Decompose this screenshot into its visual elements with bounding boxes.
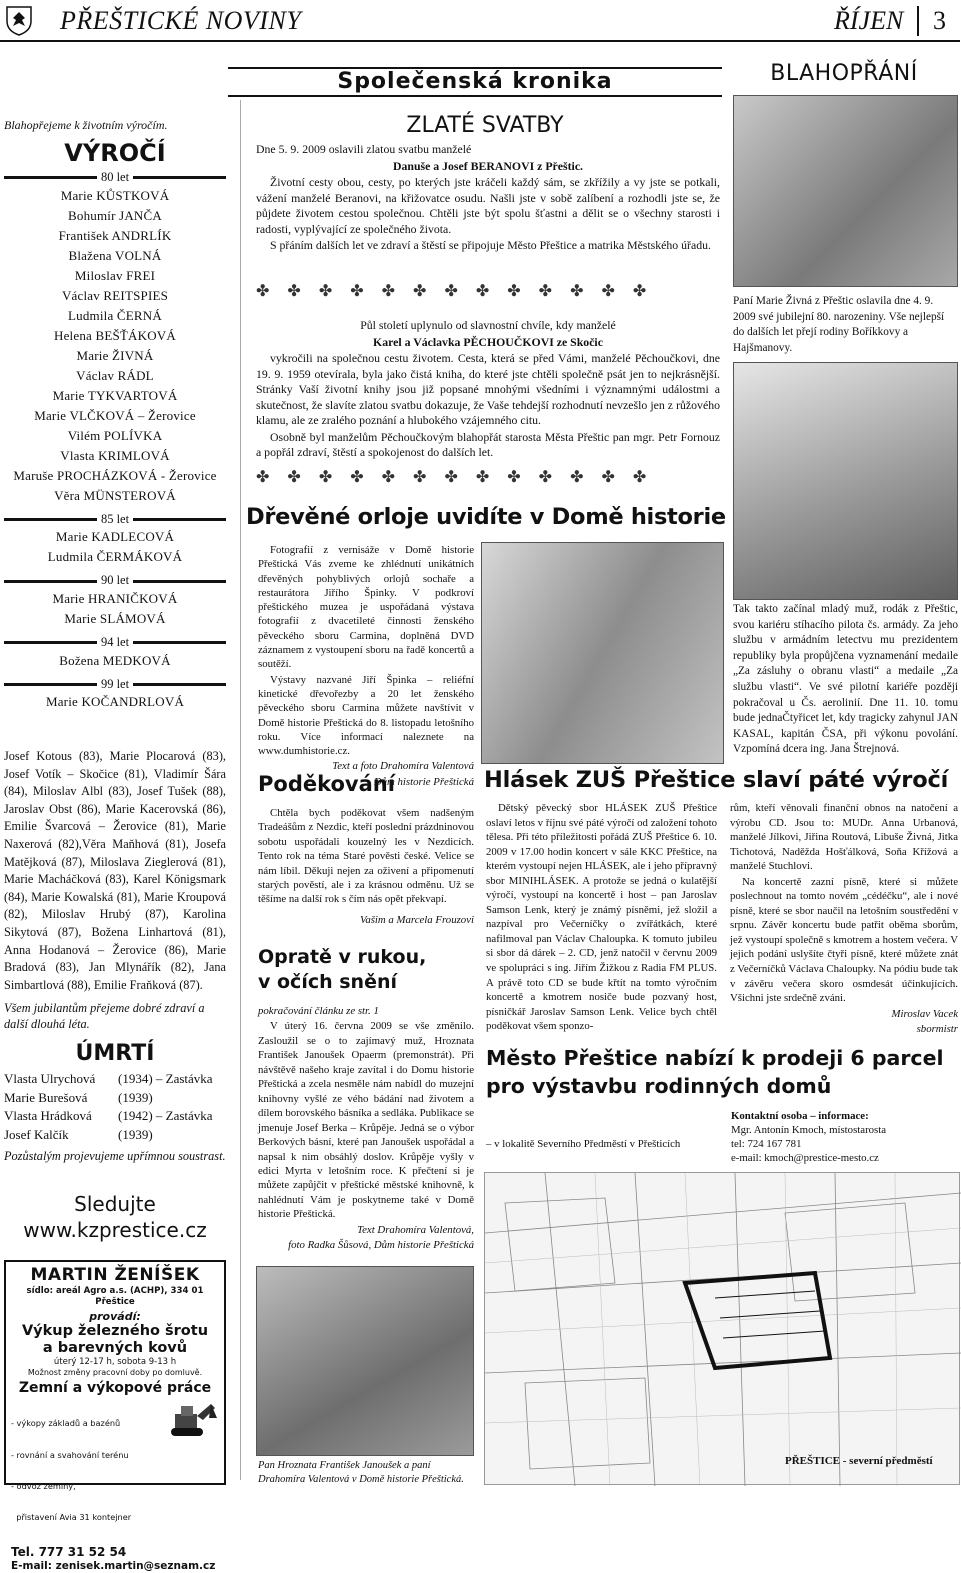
list-item: František ANDRLÍK [58,227,172,243]
zlate-lead: Dne 5. 9. 2009 oslavili zlatou svatbu manželé [256,142,472,156]
orloje-body-1: Fotografií z vernisáže v Domě historie Přeštická Vás zveme ke zhlédnutí unikátních dřevěných pohyblivých orlojů sochaře a restaurátora Jiřího Špinky. V podkroví přeštického muzea je uspořádaná výstava fotografií z dvacetileté činnosti ženského pěveckého sboru Carmina, doplněná DVD záznamem z vystoupení sboru na řadě koncertů a soutěží. [258,544,474,671]
zlate-wish-2: Osobně byl manželům Pěchoučkovým blahopřát starosta Města Přeštic pan mgr. Petr Fornouz a popřál zdraví, štěstí a spokojenost do dalších let. [256,429,720,459]
vyroci-title: VÝROČÍ [64,139,166,167]
orloje-body-2: Výstavy nazvané Jiří Špinka – reliéfní kinetické dřevořezby a 20 let ženského pěveckého sboru Carmina můžete navštívit v Domě historie Přeštická do 8. listopadu letošního roku. Více informací naleznete na www.dumhistorie.cz. [258,673,474,758]
oprate-credit-1: Text Drahomíra Valentová, [357,1223,474,1236]
ad-bullets: - výkopy základů a bazénů - rovnání a svahování terénu - odvoz zeminy, přistavení Avia 31 kontejner [11,1418,132,1523]
blahoprani-title: BLAHOPŘÁNÍ [770,61,918,86]
mesto-contact [731,1109,959,1165]
photo-janousek [256,1266,474,1456]
group-label: 94 let [4,635,226,651]
page-number: 3 [933,6,946,35]
section-title: Společenská kronika [337,69,613,94]
list-item: Ludmila ČERNÁ [68,307,162,323]
ornament-row: ✤✤✤✤✤✤✤✤✤✤✤✤✤ [256,469,665,486]
ad-email: E-mail: zenisek.martin@seznam.cz [11,1560,216,1573]
contact-line[interactable]: e-mail: kmoch@prestice-mesto.cz [731,1152,879,1164]
orloje-title: Dřevěné orloje uvidíte v Domě historie [246,504,726,530]
ad-name: MARTIN ŽENÍŠEK [30,1265,200,1285]
orloje-credit-2: Dům historie Přeštická [373,775,474,788]
oprate-body: V úterý 16. června 2009 se vše změnilo. Zasloužil se o to zajímavý muž, Hroznata František Janoušek Opaerm (premonstrát). Při návštěvě našeho kraje zavítal i do Domu historie Přeštická a zcela nesměle nám nabídl do muzejní knihovny vyšlé ze vého bádání nad životem a dílem borovského básníka a sedláka. Publikace se jmenuje Josef Berka – Krůpěje. Jedná se o výbor Berkových básní, které pan Janoušek uspořádal a napsal k nim obsáhlý doslov. Krůpěje vyšly v edici Myrta v letošním roce. K přečtení si je můžete zapůjčit v přeštické městské knihovně, k nahlédnutí Vám je poskytneme také v Domě historie Přeštická. [258,1020,474,1221]
ad-provadi: provádí: [89,1309,141,1323]
caption-pilot: Tak takto začínal mladý muž, rodák z Přeštic, svou kariéru stíhacího pilota čs. armády. Za jeho službu v armádním letectvu mu prezidentem republiky byla propůjčena vyznamenání medaile „Za zásluhy o obranu vlasti“ a medaile „Za službu vlasti“. Ve své pilotní kariéře později pokračoval u Čs. aerolinií. Dne 11. 10. tomu bude jednaČtyřicet let, kdy tragicky zahynul JAN KASAL, kapitán ČSA, při výkonu povolání. Vzpomíná dcera ing. Jana Štrejnová. [733,603,958,756]
zlate-body-1: Životní cesty obou, cesty, po kterých jste kráčeli každý sám, se zkřížily a vy jste se potkali, vážení manželé Beranovi, na křižovatce osudu. Našli jste v sobě zalíbení a rozhodli jste se, že půjdete životem cestou společnou. Chtěli jste být spolu šťastni a dělit se o všechny starosti i radosti, vyplývající ze společného života. [256,175,720,236]
hlasek-col2 [730,801,958,1038]
caption-zivna: Paní Marie Živná z Přeštic oslavila dne 4. 9. 2009 své jubilejní 80. narozeniny. Vše nejlepší do dalších let přejí rodiny Boříkkovy a Hajšmanovy. [733,295,945,354]
ad-service-earth: Zemní a výkopové práce [18,1380,212,1397]
follow-link[interactable]: www.kzprestice.cz [23,1218,207,1242]
list-item: Marie TYKVARTOVÁ [52,387,178,403]
list-item: Vlasta KRIMLOVÁ [60,447,170,463]
list-item: Marie HRANIČKOVÁ [52,590,178,606]
vyroci-list [4,170,226,712]
contact-line: tel: 724 167 781 [731,1138,802,1150]
list-item: Maruše PROCHÁZKOVÁ - Žerovice [13,467,217,483]
coat-of-arms-icon [6,6,32,36]
group-label: 80 let [4,170,226,186]
ad-box [4,1260,226,1573]
photo-marie-zivna [733,95,958,287]
orloje-article [258,543,474,790]
oprate-photo-caption: Pan Hroznata František Janoušek a paní Drahomíra Valentová v Domě historie Přeštická. [258,1460,464,1485]
umrti-list [4,1070,226,1144]
list-item: Vilém POLÍVKA [67,427,163,443]
list-item: Václav REITSPIES [61,287,169,303]
list-item: Bohumír JANČA [68,207,162,223]
list-item: Marie KOČANDRLOVÁ [45,694,185,710]
ad-hours: úterý 12-17 h, sobota 9-13 h [53,1357,177,1368]
list-item: Václav RÁDL [76,367,154,383]
condolence: Pozůstalým projevujeme upřímnou soustrast. [4,1149,226,1163]
group-names [4,589,226,629]
list-item: Marie Burešová (1939) [4,1089,153,1105]
hlasek-signature-role: sbormistr [916,1023,958,1036]
photo-exhibition [481,542,724,764]
issue-month: ŘÍJEN [834,6,904,35]
zlate-article-2 [256,318,720,462]
zlate-article [256,142,720,255]
zlate-title: ZLATÉ SVATBY [406,113,564,138]
zlate-body-2: vykročili na společnou cestu životem. Cesta, která se před Vámi, manželé Pěchoučkovi, dne 19. 9. 1959 otevírala, byla jako čistá kniha, do které jste chtěli společně psát jen to nejkrásnější. Stránky Vaší životní knihy jsou již popsané mnohými všedními i významnými událostmi a skutečnost, že slavíte zlatou svatbu dokazuje, že Vaše tehdejší rozhodnutí nevzešlo jen z růžového klamu, ale ze zralého poznání a hlubokého vzájemného citu. [256,351,720,427]
hlasek-col2-body2: Na koncertě zazní písně, které si můžete poslechnout na tomto novém „cédéčku“, ale i nové písně, které se sbor naučil na letošním soustředění v srpnu. Závěr koncertu bude patřit oběma sborům, jež vystoupí společně s kmotrem a hostem večera. V jejich podání uslyšíte čtyři písně, které můžete znát z Večerníčků Václava Chaloupky. Na pódiu bude tak v závěru večera skoro osmdesát účinkujících. Všichni jste srdečně zváni. [730,875,958,1005]
header [0,0,960,42]
oprate-credit-2: foto Radka Šůsová, Dům historie Přeštická [288,1239,474,1252]
list-item: Marie SLÁMOVÁ [64,610,166,626]
ornament-row: ✤✤✤✤✤✤✤✤✤✤✤✤✤ [256,283,665,300]
podekovani-article [258,806,474,928]
jubilants-wish: Všem jubilantům přejeme dobré zdraví a další dlouhá léta. [4,1001,205,1031]
list-item: Věra MÜNSTEROVÁ [54,487,176,503]
jubilants-paragraph: Josef Kotous (83), Marie Plocarová (83), Josef Votík – Skočice (81), Vladimír Šára (84), Miloslav Albl (83), Josef Tušek (88), Jaroslav Obst (86), Marie Kacerovská (86), Emilie Švarcová – Žerovice (81), Marie Naxerová (82),Věra Maňhová (81), Josefa Matějková (87), Miloslava Zieglerová (81), Marie Macháčková (83), Karel Königsmark (84), Marie Kowalská (81), Marie Kroupová (82), Miloslav Hrubý (87), Karolina Sikytová (87), Božena Linhartová (81), Anna Hodanová – Žerovice (86), Marie Bradová (83), Jan Mlynářík (82), Jana Simbartlová (88), Emilie Fraňková (87). [4,749,226,992]
contact-line: Mgr. Antonín Kmoch, místostarosta [731,1124,887,1136]
group-label: 85 let [4,512,226,528]
group-label: 90 let [4,573,226,589]
group-names [4,692,226,712]
zlate-wish-1: S přáním dalších let ve zdraví a štěstí se připojuje Město Přeštice a matrika Městského úřadu. [270,238,711,252]
hlasek-col2-body: rům, kteří věnovali finanční obnos na natočení a výrobu CD. Jsou to: MUDr. Anna Urbanová, manželé Jílkovi, Jiřina Routová, Libuše Živná, Jitka Tichotová, Naděžda Hošťálková, Soňa Křížová a manželé Stuchlovi. [730,802,958,873]
intro-text: Blahopřejeme k životním výročím. [4,118,168,132]
oprate-continued: pokračování článku ze str. 1 [258,1005,379,1017]
podekovani-body: Chtěla bych poděkovat všem nadšeným Tradeášům z Nezdic, kteří poslední prázdninovou sobotu uspořádali kouzelný les v Nezdicích. Tento rok na téma Staré pověsti české. Velice se nám líbil. Děkuji nejen za oživení a připomenutí starých pověstí, ale i za krásnou odměnu. Už se těšíme na další rok s čím nás opět překvapí. [258,807,474,906]
hlasek-signature: Miroslav Vacek [891,1007,958,1020]
group-names [4,527,226,567]
parcel-map [484,1172,960,1485]
oprate-title-2: v očích snění [258,971,397,993]
orloje-credit-1: Text a foto Drahomíra Valentová [332,760,474,773]
list-item: Josef Kalčík (1939) [4,1126,153,1142]
list-item: Marie KŮSTKOVÁ [60,187,170,203]
list-item: Marie KADLECOVÁ [55,529,175,545]
group-names [4,651,226,671]
zlate-couple-2: Karel a Václavka PĚCHOUČKOVI ze Skočic [373,334,603,349]
map-title: PŘEŠTICE - severní předměstí [785,1455,933,1467]
ad-address: sídlo: areál Agro a.s. (ACHP), 334 01 Přeštice [26,1286,204,1307]
list-item: Vlasta Ulrychová (1934) – Zastávka [4,1071,213,1086]
list-item: Helena BEŠŤÁKOVÁ [54,327,176,343]
list-item: Ludmila ČERMÁKOVÁ [47,549,183,565]
follow-label: Sledujte [74,1192,156,1216]
photo-pilot [733,362,958,600]
group-label: 99 let [4,677,226,693]
ad-phone: Tel. 777 31 52 54 [11,1545,127,1560]
list-item: Vlasta Hrádková (1942) – Zastávka [4,1108,213,1123]
mesto-title-1: Město Přeštice nabízí k prodeji 6 parcel [486,1046,944,1070]
oprate-article [258,1004,474,1254]
excavator-icon [161,1398,219,1440]
list-item: Miloslav FREI [74,267,156,283]
list-item: Marie VLČKOVÁ – Žerovice [34,407,196,423]
list-item: Marie ŽIVNÁ [76,347,154,363]
group-names [4,186,226,506]
umrti-title: ÚMRTÍ [75,1041,155,1066]
paper-title: PŘEŠTICKÉ NOVINY [60,6,302,35]
oprate-title-1: Opratě v rukou, [258,946,427,968]
list-item: – v lokalitě Severního Předměstí v Přešticích [486,1138,681,1150]
podekovani-signature: Vašim a Marcela Frouzovi [359,913,474,926]
hlasek-title: Hlásek ZUŠ Přeštice slaví páté výročí [484,767,949,793]
ad-service-scrap: Výkup železného šrotu a barevných kovů [21,1323,209,1357]
list-item: Blažena VOLNÁ [68,247,162,263]
hlasek-col1: Dětský pěvecký sbor HLÁSEK ZUŠ Přeštice oslaví letos v říjnu své páté výročí od založení tohoto tělesa. Při této příležitosti pořádá ZUŠ Přeštice 6. 10. 2009 v 17.00 hodin koncert v sále KKC Přeštice, na kterém vystoupí nejen HLÁSEK, ale i jeho přípravný sbor MINIHLÁSEK. A protože se jedná o kulatější výročí, vystoupí na koncertě i host – pan Jaroslav Samson Lenk, který je známý písněmi, jež složil a nazpíval pro Večerníčky o zvířátkách, které nafilmoval pan Václav Chaloupka. K tomuto jubileu si sbor dá dárek – 2. CD, jenž natočil v červnu 2009 ve spolupráci s ing. Jiřím Žižkou z Radia FM PLUS. A právě toto CD se bude křtít na tomto výročním koncertě a kmotrem nosiče bude pozvaný host, písničkář Jaroslav Samson Lenk. Velice bych chtěl poděkovat všem sponzo- [486,802,717,1033]
zlate-couple-1: Danuše a Josef BERANOVI z Přeštic. [392,158,584,173]
contact-title: Kontaktní osoba – informace: [731,1110,869,1122]
mesto-title-2: pro výstavbu rodinných domů [486,1074,832,1098]
column-divider [240,100,241,1480]
header-rule [0,40,960,42]
ad-hours-note: Možnost změny pracovní doby po domluvě. [27,1368,203,1378]
list-item: Božena MEDKOVÁ [59,652,171,668]
zlate-lead-2: Půl století uplynulo od slavnostní chvíle, kdy manželé [360,318,616,332]
podekovani-title: Poděkování [258,772,395,796]
header-divider [917,6,919,36]
